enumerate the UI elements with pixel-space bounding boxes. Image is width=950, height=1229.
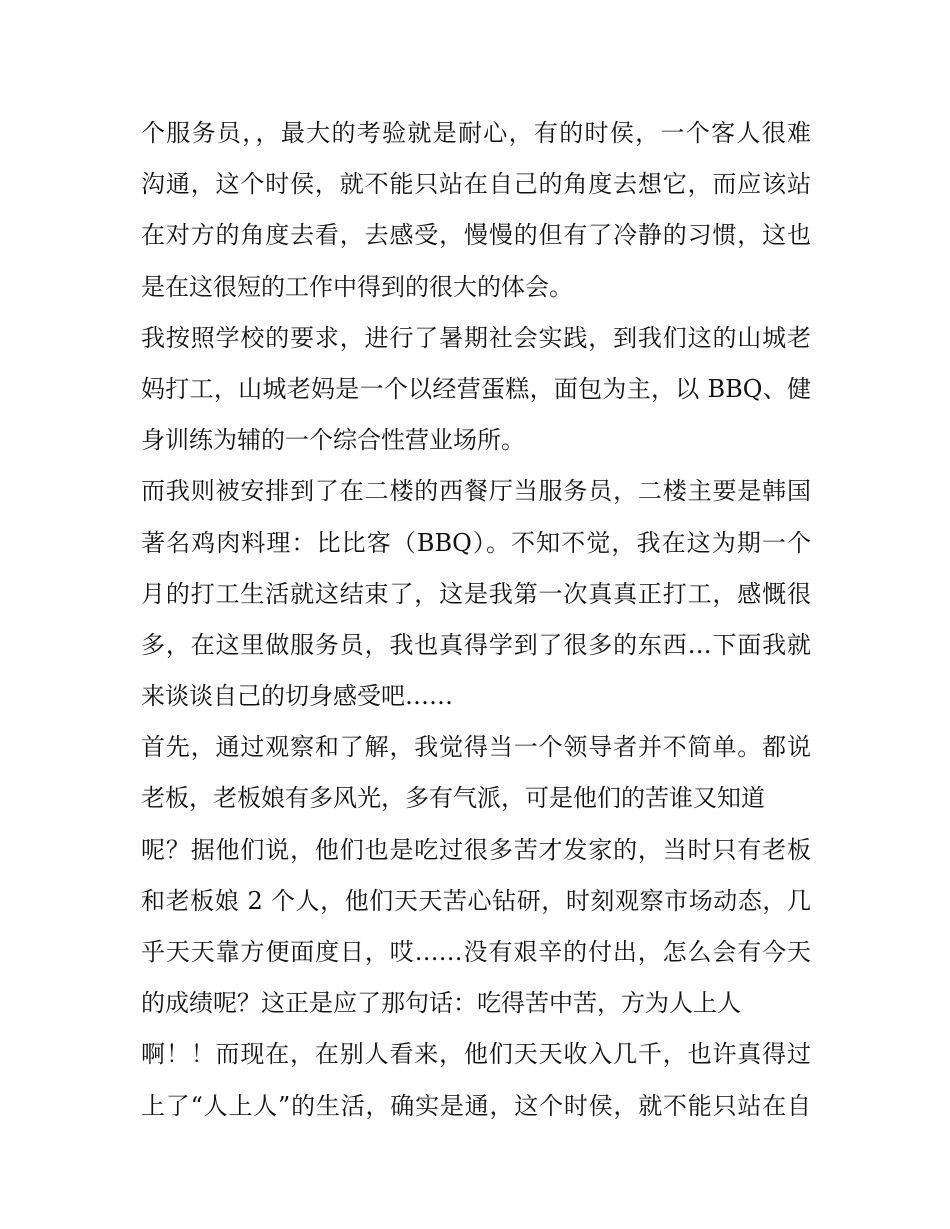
text-line: 多，在这里做服务员，我也真得学到了很多的东西…下面我就 xyxy=(141,630,811,659)
text-line: 老板，老板娘有多风光，多有气派，可是他们的苦谁又知道 xyxy=(141,784,765,813)
text-line: 我按照学校的要求，进行了暑期社会实践，到我们这的山城老 xyxy=(141,323,811,352)
text-line: 在对方的角度去看，去感受，慢慢的但有了冷静的习惯，这也 xyxy=(141,221,811,250)
text-line: 是在这很短的工作中得到的很大的体会。 xyxy=(141,272,573,301)
text-line: 首先，通过观察和了解，我觉得当一个领导者并不简单。都说 xyxy=(141,733,811,762)
text-line: 身训练为辅的一个综合性营业场所。 xyxy=(141,426,525,455)
text-line: 而我则被安排到了在二楼的西餐厅当服务员，二楼主要是韩国 xyxy=(141,477,811,506)
text-line: 月的打工生活就这结束了，这是我第一次真真正打工，感慨很 xyxy=(141,579,811,608)
text-line: 呢？据他们说，他们也是吃过很多苦才发家的，当时只有老板 xyxy=(141,835,811,864)
text-line: 著名鸡肉料理：比比客（BBQ）。不知不觉，我在这为期一个 xyxy=(141,528,811,557)
body-text xyxy=(141,108,811,1132)
text-line: 上了“人上人”的生活，确实是通，这个时侯，就不能只站在自 xyxy=(141,1091,811,1120)
text-line: 乎天天靠方便面度日，哎……没有艰辛的付出，怎么会有今天 xyxy=(141,938,811,966)
text-line: 和老板娘 2 个人，他们天天苦心钻研，时刻观察市场动态，几 xyxy=(141,886,811,915)
text-line: 个服务员，，最大的考验就是耐心，有的时侯，一个客人很难 xyxy=(141,119,811,147)
text-line: 啊！！而现在，在别人看来，他们天天收入几千，也许真得过 xyxy=(141,1040,811,1069)
text-line: 的成绩呢？这正是应了那句话：吃得苦中苦，方为人上人 xyxy=(141,989,741,1018)
text-line: 沟通，这个时侯，就不能只站在自己的角度去想它，而应该站 xyxy=(141,170,811,199)
text-line: 来谈谈自己的切身感受吧…… xyxy=(141,682,453,711)
text-line: 妈打工，山城老妈是一个以经营蛋糕，面包为主，以 BBQ、健 xyxy=(141,374,811,403)
